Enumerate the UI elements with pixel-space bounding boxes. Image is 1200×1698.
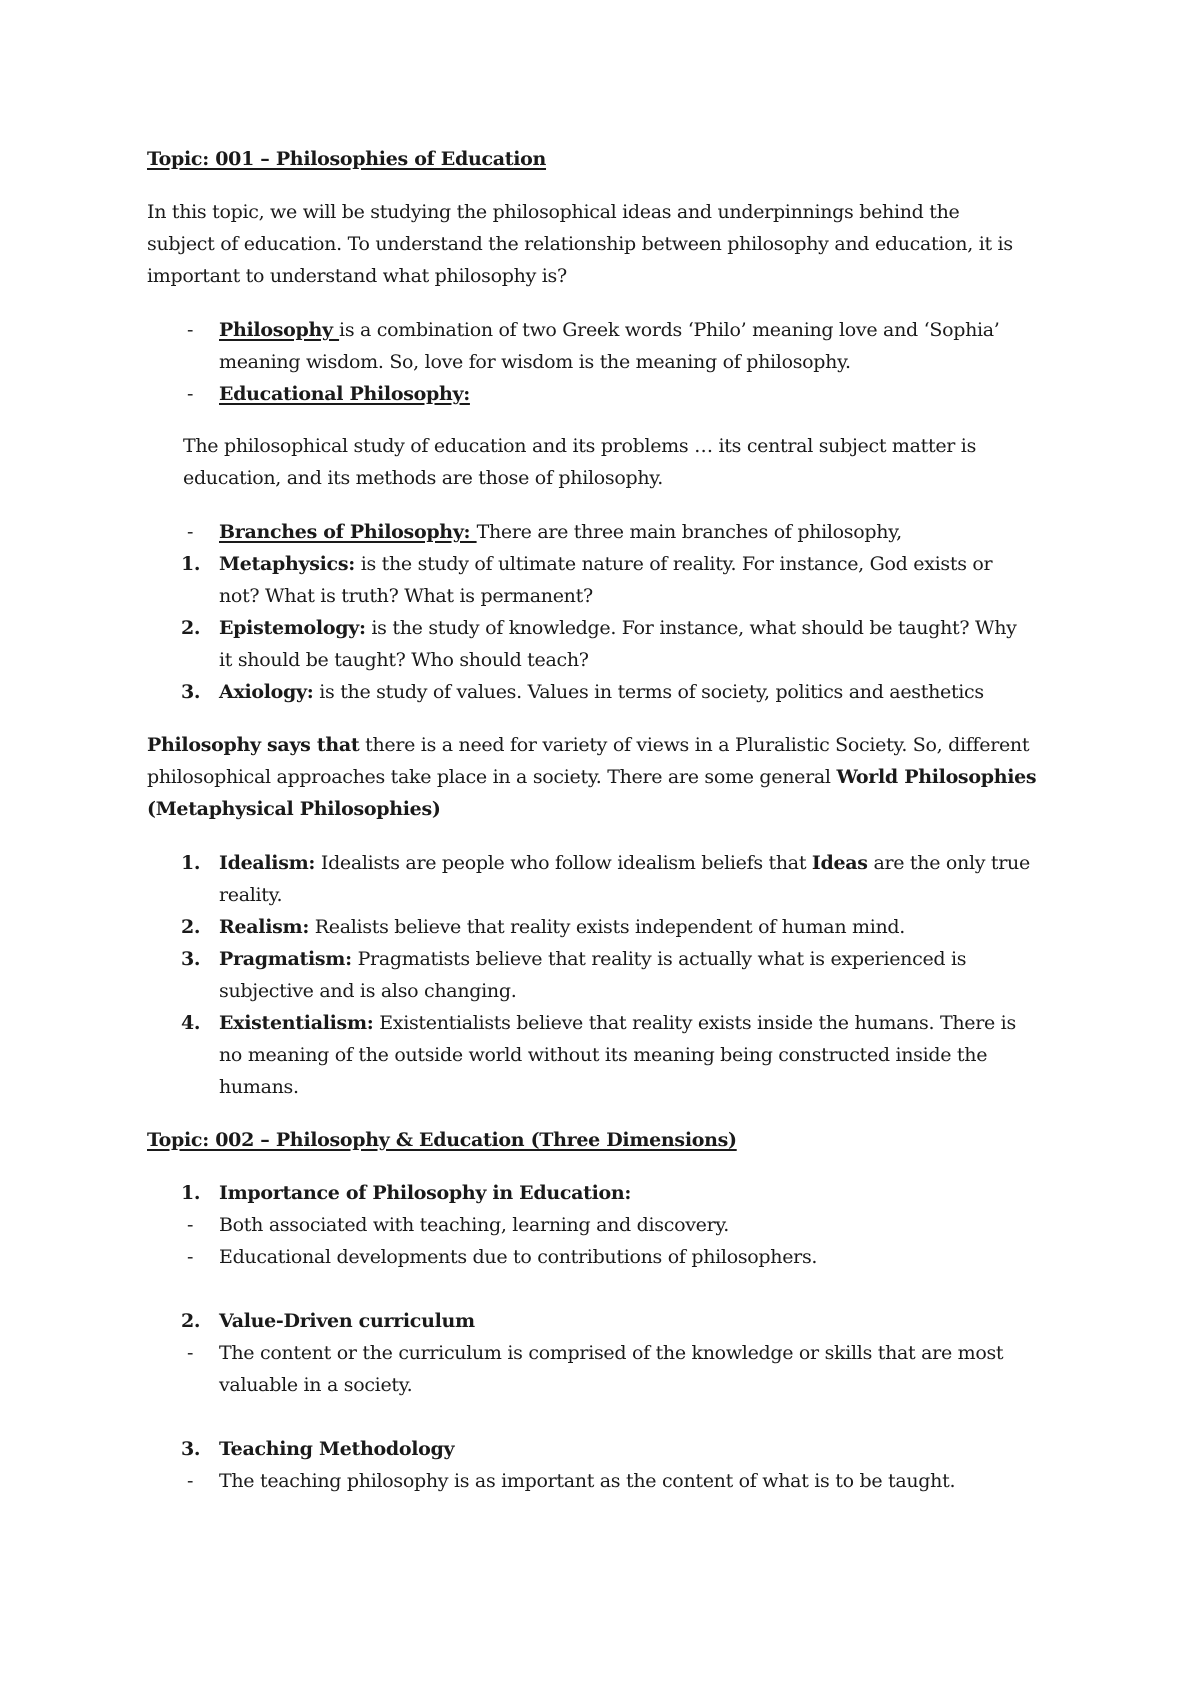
section-teaching-methodology-title: Teaching Methodology [219, 1438, 455, 1460]
topic-002-heading: Topic: 002 – Philosophy & Education (Three Dimensions) [147, 1129, 737, 1151]
educational-philosophy-text-2: education, and its methods are those of philosophy. [183, 467, 663, 489]
intro-line-3: important to understand what philosophy is? [147, 265, 567, 287]
bullet-dash: - [187, 1214, 194, 1236]
philosophy-bullet-line-2: meaning wisdom. So, love for wisdom is the meaning of philosophy. [219, 351, 851, 373]
existentialism-line-2: no meaning of the outside world without its meaning being constructed inside the [219, 1044, 988, 1066]
list-number: 1. [181, 852, 201, 874]
list-number: 1. [181, 1182, 201, 1204]
list-number: 2. [181, 617, 201, 639]
educational-philosophy-text-1: The philosophical study of education and its problems … its central subject matter is [183, 435, 977, 457]
idealism-text-b: are the only true [867, 852, 1030, 874]
list-number: 2. [181, 1310, 201, 1332]
intro-line-1: In this topic, we will be studying the philosophical ideas and underpinnings behind the [147, 201, 960, 223]
says-line-1 [147, 734, 1029, 756]
realism-text: Realists believe that reality exists independent of human mind. [309, 916, 906, 938]
value-driven-bullet-line-2: valuable in a society. [219, 1374, 413, 1396]
branches-bullet [219, 521, 902, 543]
list-number: 1. [181, 553, 201, 575]
teaching-methodology-bullet: The teaching philosophy is as important as the content of what is to be taught. [219, 1470, 956, 1492]
metaphysics-term: Metaphysics: [219, 553, 355, 575]
says-text-1: there is a need for variety of views in a Pluralistic Society. So, different [359, 734, 1030, 756]
metaphysics-line-2: not? What is truth? What is permanent? [219, 585, 593, 607]
pragmatism-line-1 [219, 948, 966, 970]
existentialism-text: Existentialists believe that reality exists inside the humans. There is [373, 1012, 1016, 1034]
section-importance-title: Importance of Philosophy in Education: [219, 1182, 632, 1204]
says-line-2 [147, 766, 1036, 788]
world-philosophies-bold: World Philosophies [836, 766, 1037, 788]
bullet-dash: - [187, 383, 194, 405]
branches-term: Branches of Philosophy: [219, 521, 477, 543]
bullet-dash: - [187, 319, 194, 341]
intro-line-2: subject of education. To understand the relationship between philosophy and education, it is [147, 233, 1013, 255]
existentialism-line-1 [219, 1012, 1016, 1034]
importance-bullet-1: Both associated with teaching, learning and discovery. [219, 1214, 730, 1236]
metaphysical-philosophies-bold: (Metaphysical Philosophies) [147, 798, 441, 820]
epistemology-line-2: it should be taught? Who should teach? [219, 649, 589, 671]
existentialism-term: Existentialism: [219, 1012, 374, 1034]
says-bold: Philosophy says that [147, 734, 360, 756]
axiology-line-1 [219, 681, 984, 703]
says-text-2: philosophical approaches take place in a society. There are some general [147, 766, 837, 788]
idealism-text-a: Idealists are people who follow idealism beliefs that [315, 852, 812, 874]
philosophy-term: Philosophy [219, 319, 340, 341]
bullet-dash: - [187, 1246, 194, 1268]
topic-001-heading: Topic: 001 – Philosophies of Education [147, 148, 547, 170]
axiology-text: is the study of values. Values in terms of society, politics and aesthetics [313, 681, 984, 703]
philosophy-definition: is a combination of two Greek words ‘Philo’ meaning love and ‘Sophia’ [339, 319, 1000, 341]
bullet-dash: - [187, 1470, 194, 1492]
list-number: 4. [181, 1012, 201, 1034]
epistemology-term: Epistemology: [219, 617, 366, 639]
value-driven-bullet-line-1: The content or the curriculum is comprised of the knowledge or skills that are most [219, 1342, 1004, 1364]
idealism-line-1 [219, 852, 1030, 874]
branches-text: There are three main branches of philosophy, [476, 521, 902, 543]
realism-line-1 [219, 916, 905, 938]
epistemology-line-1 [219, 617, 1017, 639]
philosophy-bullet-line-1 [219, 319, 1000, 341]
section-value-driven-title: Value-Driven curriculum [219, 1310, 475, 1332]
pragmatism-term: Pragmatism: [219, 948, 352, 970]
idealism-term: Idealism: [219, 852, 316, 874]
list-number: 2. [181, 916, 201, 938]
bullet-dash: - [187, 521, 194, 543]
pragmatism-text: Pragmatists believe that reality is actually what is experienced is [351, 948, 967, 970]
importance-bullet-2: Educational developments due to contributions of philosophers. [219, 1246, 818, 1268]
list-number: 3. [181, 1438, 201, 1460]
epistemology-text: is the study of knowledge. For instance, what should be taught? Why [365, 617, 1017, 639]
realism-term: Realism: [219, 916, 310, 938]
idealism-line-2: reality. [219, 884, 283, 906]
pragmatism-line-2: subjective and is also changing. [219, 980, 517, 1002]
existentialism-line-3: humans. [219, 1076, 299, 1098]
list-number: 3. [181, 948, 201, 970]
list-number: 3. [181, 681, 201, 703]
educational-philosophy-term: Educational Philosophy: [219, 383, 470, 405]
axiology-term: Axiology: [219, 681, 314, 703]
metaphysics-text: is the study of ultimate nature of reality. For instance, God exists or [354, 553, 993, 575]
ideas-bold: Ideas [811, 852, 868, 874]
bullet-dash: - [187, 1342, 194, 1364]
metaphysics-line-1 [219, 553, 992, 575]
